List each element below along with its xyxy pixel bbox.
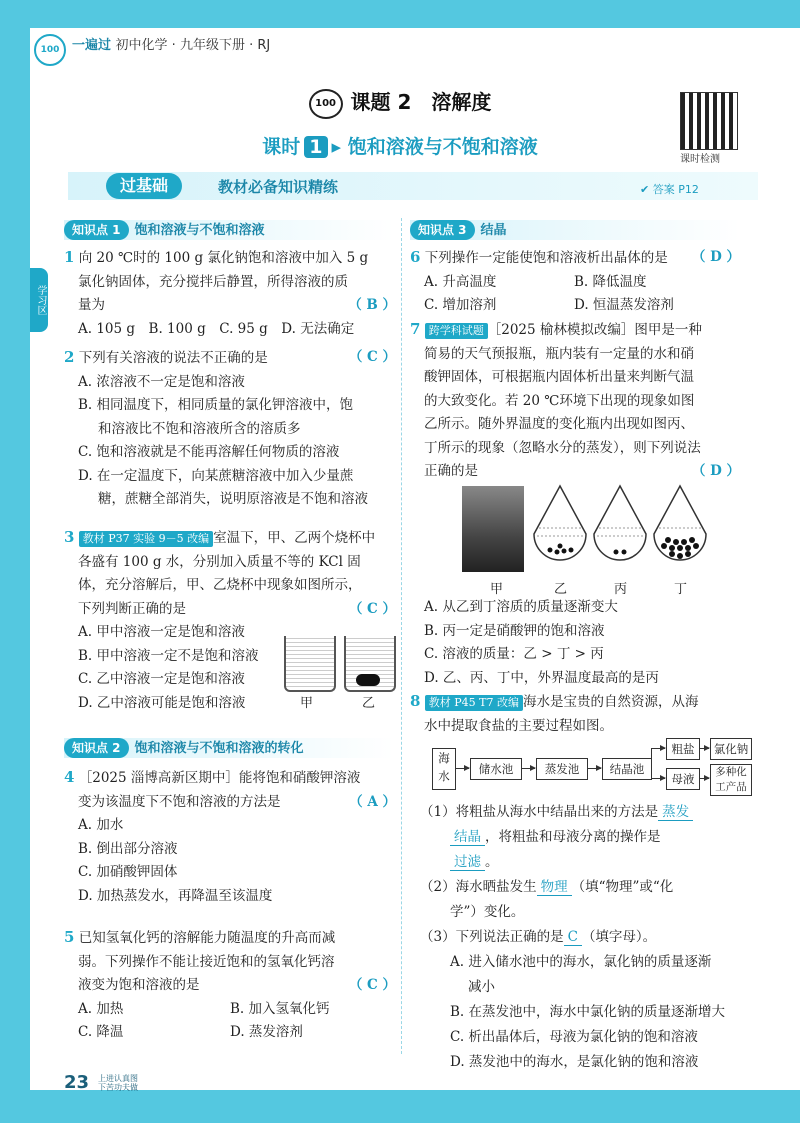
flow-evaporation-pond: 蒸发池 [536,758,588,780]
bottle-diagrams [530,484,710,576]
qr-label: 课时检测 [680,154,720,165]
answer-q2: （ C ） [348,349,396,365]
bottle-ding [654,486,706,560]
bottle-bing [594,486,646,560]
label-fig-jia: 甲 [490,582,504,597]
knowledge-point-3: 知识点 3 结晶 [410,220,740,240]
flow-branch [651,748,658,778]
flow-seawater: 海水 [432,748,456,790]
topic-badge-icon: 100 [309,89,343,119]
blank-2: 结晶 [450,829,485,846]
column-divider [401,218,402,1054]
arrow-6 [699,748,709,749]
question-3: 3 教材 P37 实验 9－5 改编 室温下，甲、乙两个烧杯中 各盛有 100 g 水，分别加入质量不等的 KCl 固 体，充分溶解后，甲、乙烧杯中现象如图所示， 下列判断正确的是 （ C ） A. 甲中溶液一定是饱和溶液 B. 甲中溶液一定不是饱和溶液 C. 乙中溶液一定是饱和溶液 D. 乙中溶液可能是饱和溶液 [64,528,396,711]
question-2: 2 下列有关溶液的说法不正确的是 （ C ） A. 浓溶液不一定是饱和溶液 B. 相同温度下，相同质量的氯化钾溶液中，饱 和溶液比不饱和溶液所含的溶质多 C. 饱和溶液就是不能再溶解任何物质的溶液 D. 在一定温度下，向某蔗糖溶液中加入少量蔗 糖，蔗糖全部消失，说明原溶液是不饱和溶液 [64,348,396,507]
side-tab: 学习区 [30,268,48,332]
page-number: 23 [64,1072,90,1093]
arrow-2 [521,768,535,769]
section-tag: 过基础 [106,173,182,199]
answer-q5: （ C ） [348,977,396,993]
flow-storage-pond: 储水池 [470,758,522,780]
question-4: 4 ［2025 淄博高新区期中］能将饱和硝酸钾溶液 变为该温度下不饱和溶液的方法是 （ A ） A. 加水 B. 倒出部分溶液 C. 加硝酸钾固体 D. 加热蒸发水，再降温至该温度 [64,768,396,904]
answer-q6: （ D ） [691,249,740,265]
topic-title: 100 课题 2 溶解度 [0,86,800,119]
label-fig-yi: 乙 [554,582,568,597]
question-7: 7 跨学科试题 ［2025 榆林模拟改编］图甲是一种 简易的天气预报瓶，瓶内装有一定量的水和硝 酸钾固体，可根据瓶内固体析出量来判断气温 的大致变化。若 20 ℃环境下出现的现象如图 乙所示。随外界温度的变化瓶内出现如图丙、 丁所示的现象（忽略水分的蒸发），则下列说法 正确的是 （ D ） [410,318,740,484]
question-7-options: A. 从乙到丁溶质的质量逐渐变大 B. 丙一定是硝酸钾的饱和溶液 C. 溶液的质量：乙 > 丁 > 丙 D. 乙、丙、丁中，外界温度最高的是丙 [424,599,659,686]
arrow-3 [587,768,601,769]
footer-tagline: 上进认真图 下苦功夫做 [98,1074,138,1092]
section-subtitle: 教材必备知识精练 [218,178,339,196]
series-header: 一遍过 初中化学 · 九年级下册 · RJ [72,38,271,53]
answer-q1: （ B ） [348,297,396,313]
qr-code-icon[interactable] [680,92,738,150]
beaker-yi-solid [356,674,380,686]
knowledge-point-1: 知识点 1 饱和溶液与不饱和溶液 [64,220,394,240]
answer-q4: （ A ） [349,793,396,810]
weather-bottle-photo [462,486,524,572]
lesson-title: 课时 1 ▸ 饱和溶液与不饱和溶液 [262,136,538,158]
question-6: 6 下列操作一定能使饱和溶液析出晶体的是 （ D ） A. 升高温度 B. 降低温度 C. 增加溶剂 D. 恒温蒸发溶剂 [410,248,740,313]
question-1: 1 向 20 ℃时的 100 g 氯化钠饱和溶液中加入 5 g 氯化钠固体，充分搅拌后静置，所得溶液的质 量为 （ B ） A. 105 g B. 100 g C. 95 g D. 无法确定 [64,248,396,337]
flow-crystallization-pond: 结晶池 [602,758,652,780]
flow-mother-liquor: 母液 [666,768,700,790]
label-jia: 甲 [300,696,314,711]
blank-5: C [564,929,582,946]
flow-sodium-chloride: 氯化钠 [710,738,752,760]
label-fig-ding: 丁 [674,582,688,597]
question-5: 5 已知氢氧化钙的溶解能力随温度的升高而减 弱。下列操作不能让接近饱和的氢氧化钙溶 液变为饱和溶液的是 （ C ） A. 加热 B. 加入氢氧化钙 C. 降温 D. 蒸发溶剂 [64,928,396,1040]
arrow-7 [699,778,709,779]
answer-q7: （ D ） [691,463,740,479]
beaker-jia [284,636,336,692]
label-fig-bing: 丙 [614,582,628,597]
answer-q3: （ C ） [348,600,396,617]
question-8-parts: （1）将粗盐从海水中结晶出来的方法是 蒸发 结晶 ，将粗盐和母液分离的操作是 过滤 。 （2）海水晒盐发生 物理 （填“物理”或“化 学”）变化。 （3）下列说法正确的是 C （填字母）。 A. 进入储水池中的海水，氯化钠的质量逐渐 减小 B. 在蒸发池中，海水中氯化钠的质量逐渐增大 C. 析出晶体后，母液为氯化钠的饱和溶液 D. 蒸发池中的海水，是氯化钠的饱和溶液 [420,804,726,1070]
brand-logo: 100 [34,34,66,66]
blank-1: 蒸发 [658,804,693,821]
bottle-yi [534,486,586,560]
arrow-4 [651,748,665,749]
answer-reference: ✔ 答案 P12 [640,183,699,196]
knowledge-point-2: 知识点 2 饱和溶液与不饱和溶液的转化 [64,738,394,758]
blank-4: 物理 [537,879,572,896]
flow-chemical-products: 多种化工产品 [710,764,752,796]
arrow-1 [455,768,469,769]
arrow-5 [651,778,665,779]
flow-crude-salt: 粗盐 [666,738,700,760]
question-8: 8 教材 P45 T7 改编 海水是宝贵的自然资源，从海 水中提取食盐的主要过程如图。 [410,692,699,734]
blank-3: 过滤 [450,854,485,871]
label-yi: 乙 [362,696,376,711]
